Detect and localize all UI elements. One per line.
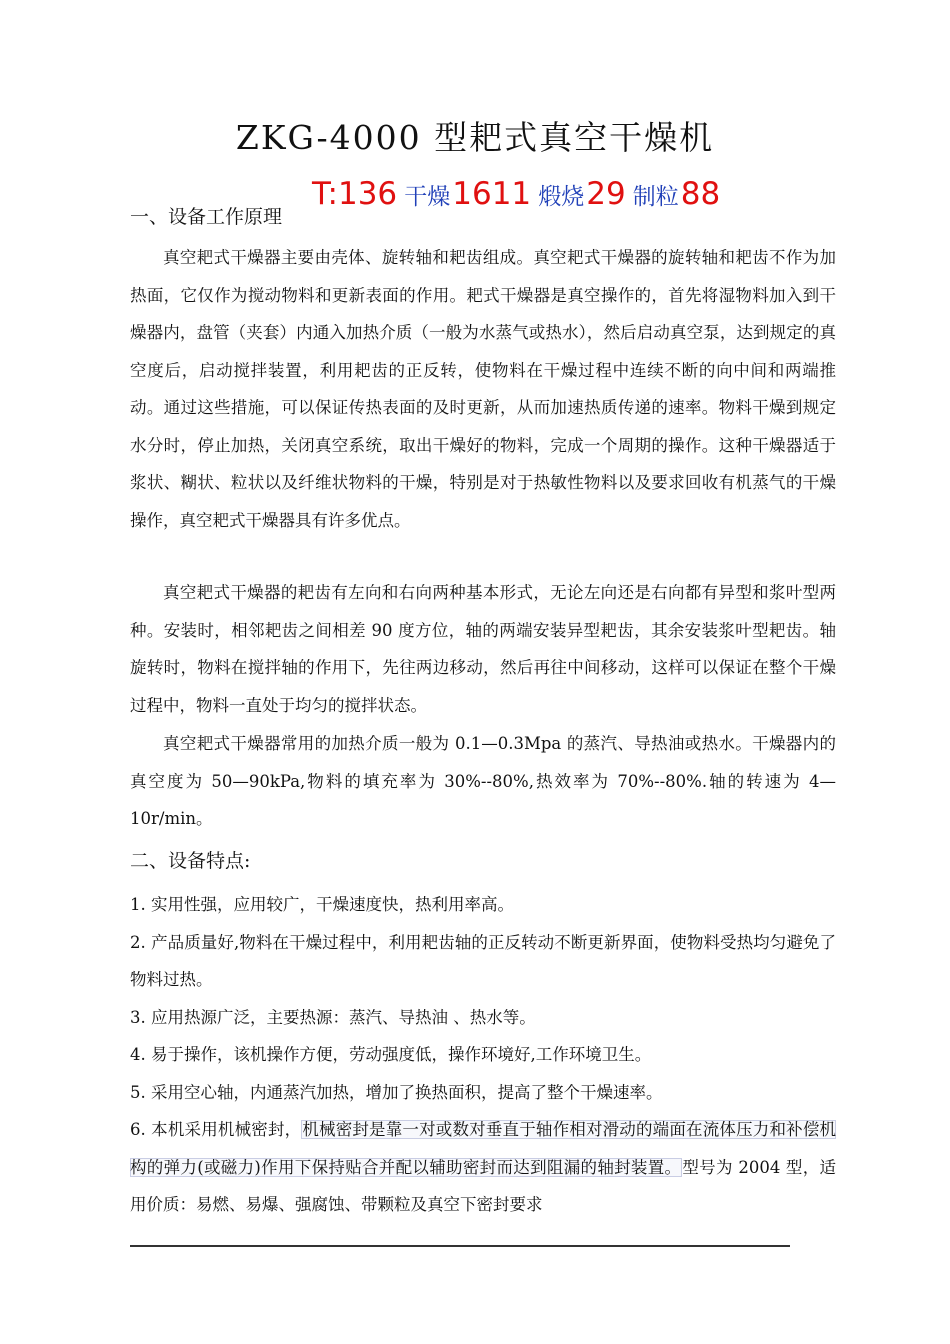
stat-drying-label: 干燥 — [404, 184, 451, 210]
list-item: 2. 产品质量好,物料在干燥过程中，利用耙齿轴的正反转动不断更新界面，使物料受热均匀避免了物料过热。 — [130, 932, 836, 989]
stat-calcining-value: 29 — [586, 176, 626, 212]
features-list — [130, 886, 836, 1224]
paragraph-heating-medium: 真空耙式干燥器常用的加热介质一般为 0.1—0.3Mpa 的蒸汽、导热油或热水。干燥器内的真空度为 50—90kPa,物料的填充率为 30%--80%,热效率为 70%--80%.轴的转速为 4—10r/min。 — [130, 734, 836, 828]
stat-drying-value: 1611 — [452, 176, 532, 212]
list-item: 5. 采用空心轴，内通蒸汽加热，增加了换热面积，提高了整个干燥速率。 — [130, 1082, 663, 1102]
section-heading-working-principle: 一、设备工作原理 — [130, 206, 283, 228]
list-item: 3. 应用热源广泛，主要热源：蒸汽、导热油 、热水等。 — [130, 1007, 536, 1027]
list-item-mechanical-seal — [130, 1111, 836, 1224]
stat-total-value: T:136 — [312, 176, 398, 212]
paragraph-rake-teeth: 真空耙式干燥器的耙齿有左向和右向两种基本形式，无论左向还是右向都有异型和浆叶型两种。安装时，相邻耙齿之间相差 90 度方位，轴的两端安装异型耙齿，其余安装浆叶型耙齿。轴旋转时，物料在搅拌轴的作用下，先往两边移动，然后再往中间移动，这样可以保证在整个干燥过程中，物料一直处于均匀的搅拌状态。 — [130, 583, 836, 715]
document-title: ZKG-4000 型耙式真空干燥机 — [235, 118, 715, 157]
section-heading-features: 二、设备特点: — [130, 850, 251, 872]
list-item: 4. 易于操作，该机操作方便，劳动强度低，操作环境好,工作环境卫生。 — [130, 1045, 652, 1064]
list-item: 1. 实用性强，应用较广，干燥速度快，热利用率高。 — [130, 895, 514, 914]
stat-granulating-value: 88 — [680, 176, 721, 212]
paragraph-principle: 真空耙式干燥器主要由壳体、旋转轴和耙齿组成。真空耙式干燥器的旋转轴和耙齿不作为加热面，它仅作为搅动物料和更新表面的作用。耙式干燥器是真空操作的，首先将湿物料加入到干燥器内，盘管（夹套）内通入加热介质（一般为水蒸气或热水），然后启动真空泵，达到规定的真空度后，启动搅拌装置，利用耙齿的正反转，使物料在干燥过程中连续不断的向中间和两端推动。通过这些措施，可以保证传热表面的及时更新，从而加速热质传递的速率。物料干燥到规定水分时，停止加热，关闭真空系统，取出干燥好的物料，完成一个周期的操作。这种干燥器适于浆状、糊状、粒状以及纤维状物料的干燥，特别是对于热敏性物料以及要求回收有机蒸气的干燥操作，真空耙式干燥器具有许多优点。 — [130, 248, 836, 530]
stat-calcining-label: 煅烧 — [538, 184, 585, 210]
highlighted-text[interactable]: 机械密封是靠一对或数对垂直于轴作相对滑动的端面在流体压力和补偿机构的弹力(或磁力)作用下保持贴合并配以辅助密封而达到阻漏的轴封装置。 — [130, 1120, 836, 1177]
footer-divider — [130, 1245, 790, 1247]
stat-granulating-label: 制粒 — [632, 184, 679, 210]
seal-text-before: 6. 本机采用机械密封， — [130, 1120, 302, 1139]
seal-text-after: 型号为 2004 型，适用价质：易燃、易爆、强腐蚀、带颗粒及真空下密封要求 — [130, 1157, 836, 1214]
stats-overlay — [312, 176, 720, 212]
